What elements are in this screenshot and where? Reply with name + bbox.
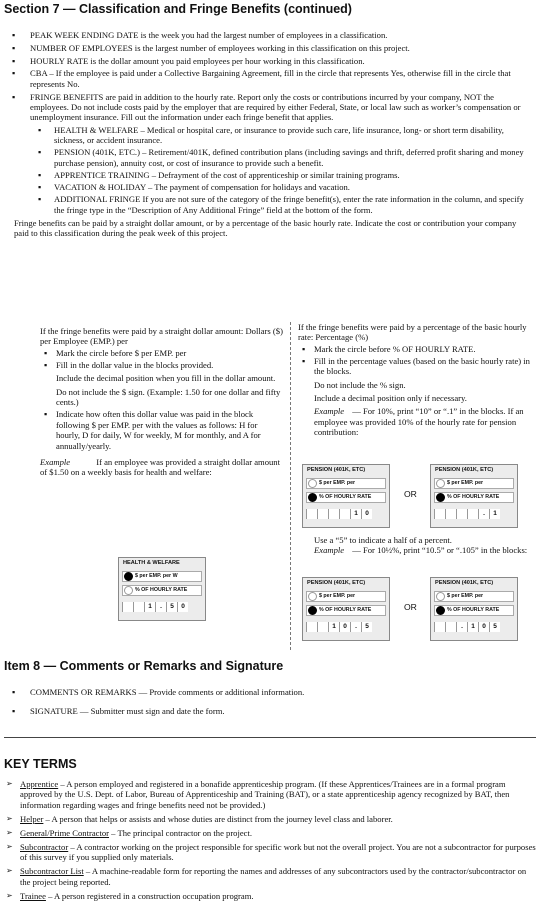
form-title: PENSION (401K, ETC) — [307, 467, 366, 473]
term: Apprentice — [20, 779, 59, 789]
percent-row — [122, 585, 202, 596]
half-note-text: Use a “5” to indicate a half of a percent. — [314, 535, 452, 545]
row-label: % OF HOURLY RATE — [319, 607, 372, 613]
or-label: OR — [404, 602, 417, 612]
pension-form-10 — [302, 464, 390, 528]
filled-circle-icon — [308, 493, 317, 502]
dollar-row — [306, 478, 386, 489]
section7-list — [4, 30, 532, 215]
left-column — [40, 326, 283, 478]
form-title: HEALTH & WELFARE — [123, 560, 180, 566]
example-label: Example — [314, 545, 345, 556]
term-definition: – A person that helps or assists and whose duties are distinct from the journey level class and laborer. — [43, 813, 393, 824]
cell — [456, 509, 467, 519]
list-item — [4, 891, 536, 901]
list-item: ▪ Mark the circle before $ per EMP. per — [40, 348, 283, 358]
right-fill-text: Fill in the percentage values (based on the basic hourly rate) in the blocks. — [314, 355, 530, 377]
form-title: PENSION (401K, ETC) — [307, 580, 366, 586]
cell: 0 — [478, 622, 489, 632]
list-item — [4, 828, 536, 838]
row-label: % OF HOURLY RATE — [447, 494, 500, 500]
cell: 1 — [328, 622, 339, 632]
left-note-1: Include the decimal position when you fill in the dollar amount. — [56, 373, 276, 384]
list-item: ▪ HEALTH & WELFARE – Medical or hospital care, or insurance to provide such care, life insurance, long- or short term disability, sickness, or accident insurance. — [30, 125, 532, 146]
list-item: ▪ SIGNATURE — Submitter must sign and date the form. — [4, 706, 532, 716]
dollar-row — [434, 591, 514, 602]
cell — [317, 509, 328, 519]
left-list — [40, 348, 283, 451]
right-note-2: Include a decimal position only if necessary. — [314, 392, 467, 403]
form-title: PENSION (401K, ETC) — [435, 467, 494, 473]
term: Subcontractor — [20, 841, 69, 852]
example-label: Example — [40, 456, 71, 467]
list-item: ▪ HOURLY RATE is the dollar amount you paid employees per hour working in this classification. — [4, 56, 532, 66]
list-item: ▪ PENSION (401K, ETC.) – Retirement/401K, defined contribution plans (including savings and thrift, deferred profit sharing and money purchase pension), annuity cost, or cost of insurance to provide such a benefit. — [30, 147, 532, 168]
pension-form-10-5 — [302, 577, 390, 641]
cell — [306, 622, 317, 632]
empty-circle-icon — [436, 479, 445, 488]
dollar-row — [306, 591, 386, 602]
row-label: $ per EMP. per — [447, 480, 484, 486]
section7-title: Section 7 — Classification and Fringe Benefits (continued) — [4, 2, 352, 16]
filled-circle-icon — [436, 493, 445, 502]
left-fill-text: Fill in the dollar value in the blocks provided. — [56, 359, 214, 370]
cell: 5 — [166, 602, 177, 612]
percent-row — [306, 492, 386, 503]
section7-body — [4, 30, 532, 238]
item8-list — [4, 687, 532, 717]
cell: 1 — [467, 622, 478, 632]
percent-row — [434, 605, 514, 616]
value-cells — [122, 602, 188, 612]
cell: 1 — [144, 602, 155, 612]
list-item: ▪ PEAK WEEK ENDING DATE is the week you had the largest number of employees in a classification. — [4, 30, 532, 40]
cell: . — [478, 509, 489, 519]
term: General/Prime Contractor — [20, 827, 110, 838]
row-label: $ per EMP. per — [447, 593, 484, 599]
empty-circle-icon — [124, 586, 133, 595]
value-cells — [434, 622, 500, 632]
list-item — [4, 92, 532, 216]
cell — [434, 622, 445, 632]
item8-title: Item 8 — Comments or Remarks and Signature — [4, 659, 284, 673]
key-terms-body — [4, 779, 536, 905]
column-divider — [290, 322, 291, 650]
cell: 1 — [489, 509, 500, 519]
list-item — [40, 360, 283, 408]
cell — [306, 509, 317, 519]
list-item: ▪ NUMBER OF EMPLOYEES is the largest number of employees working in this classification on this project. — [4, 43, 532, 53]
cell: 0 — [177, 602, 188, 612]
filled-circle-icon — [124, 572, 133, 581]
cell: 5 — [361, 622, 372, 632]
list-item: ▪ CBA – If the employee is paid under a Collective Bargaining Agreement, fill in the circle that represents Yes, otherwise fill in the circle that represents No. — [4, 68, 532, 89]
right-list — [298, 344, 536, 438]
list-item: ▪ Indicate how often this dollar value was paid in the block following $ per EMP. per with the values as follows: H for hourly, D for daily, W for weekly, M for monthly, and A for annually/yearly. — [40, 409, 283, 451]
right-note-1: Do not include the % sign. — [314, 379, 406, 390]
half-percent-note — [314, 535, 536, 556]
left-example — [40, 457, 283, 478]
right-intro: If the fringe benefits were paid by a percentage of the basic hourly rate: Percentage (%) — [298, 322, 527, 343]
list-item — [4, 866, 536, 887]
cell: . — [456, 622, 467, 632]
cell: 0 — [361, 509, 372, 519]
section-divider — [4, 737, 536, 738]
value-cells — [306, 509, 372, 519]
term-definition: – A contractor working on the project responsible for specific work but not the overall project. You are not a subcontractor for purposes of this survey if you supplied only materials. — [20, 841, 536, 863]
health-welfare-form — [118, 557, 206, 621]
cell — [328, 509, 339, 519]
cell — [133, 602, 144, 612]
fringe-benefits-text: FRINGE BENEFITS are paid in addition to the hourly rate. Report only the costs or contributions incurred by your company, NOT the employees. Do not include costs paid by the employer that are required by either Federal, State, or local law such as worker’s compensation or unemployment insurance. Fill out the information under each fringe benefit that applies. — [30, 91, 521, 123]
cell: . — [350, 622, 361, 632]
dollar-row — [122, 571, 202, 582]
term-definition: – A person employed and registered in a bonafide apprenticeship program. (If these Apprentices/Trainees are in a formal program approved by the U.S. Dept. of Labor, Bureau of Apprenticeship and Training (BAT), or a state apprenticeship agency recognized by BAT, then information regarding wages and fringe benefits need not be provided.) — [20, 779, 510, 810]
row-label: % OF HOURLY RATE — [319, 494, 372, 500]
list-item: ▪ Mark the circle before % OF HOURLY RATE. — [298, 344, 536, 354]
example-text: If an employee was provided a straight dollar amount of $1.50 on a weekly basis for health and welfare: — [40, 456, 280, 478]
cell — [434, 509, 445, 519]
percent-row — [434, 492, 514, 503]
list-item: ▪ VACATION & HOLIDAY – The payment of compensation for holidays and vacation. — [30, 182, 532, 192]
filled-circle-icon — [436, 606, 445, 615]
list-item — [4, 779, 536, 810]
term-definition: – A machine-readable form for reporting the names and addresses of any subcontractors used by the contractor/subcontractor on the project being reported. — [20, 866, 527, 887]
cell: . — [155, 602, 166, 612]
cell — [339, 509, 350, 519]
value-cells — [434, 509, 500, 519]
list-item — [4, 814, 536, 824]
empty-circle-icon — [308, 479, 317, 488]
list-item: ▪ APPRENTICE TRAINING – Defrayment of the cost of apprenticeship or similar training programs. — [30, 170, 532, 180]
list-item: ▪ ADDITIONAL FRINGE If you are not sure of the category of the fringe benefit(s), enter the rate information in the column, and specify the fringe type in the “Description of Any Additional Fringe” field at the bottom of the form. — [30, 194, 532, 215]
term-definition: – A person registered in a construction occupation program. — [45, 890, 254, 901]
value-cells — [306, 622, 372, 632]
filled-circle-icon — [308, 606, 317, 615]
list-item — [298, 356, 536, 438]
form-title: PENSION (401K, ETC) — [435, 580, 494, 586]
cell — [317, 622, 328, 632]
term: Helper — [20, 813, 44, 824]
cell — [445, 622, 456, 632]
empty-circle-icon — [308, 592, 317, 601]
percent-row — [306, 605, 386, 616]
paid-note: Fringe benefits can be paid by a straight dollar amount, or by a percentage of the basic hourly rate. Indicate the cost or contribution your company paid to this classification during the peak week of this project. — [14, 217, 517, 239]
right-example-1 — [314, 406, 536, 437]
example-text: — For 10%, print “10” or “.1” in the blocks. If an employee was provided 10% of the hourly rate for pension contribution: — [314, 406, 524, 438]
fringe-type-list — [30, 125, 532, 215]
cell: 1 — [350, 509, 361, 519]
example-text: — For 10½%, print “10.5” or “.105” in the blocks: — [352, 545, 528, 556]
or-label: OR — [404, 489, 417, 499]
row-label: % OF HOURLY RATE — [447, 607, 500, 613]
dollar-row — [434, 478, 514, 489]
row-label: % OF HOURLY RATE — [135, 587, 188, 593]
row-label: $ per EMP. per W — [135, 573, 178, 579]
list-item — [4, 842, 536, 863]
cell: 0 — [339, 622, 350, 632]
empty-circle-icon — [436, 592, 445, 601]
right-column — [298, 322, 536, 439]
cell — [122, 602, 133, 612]
term: Subcontractor List — [20, 866, 84, 877]
pension-form-point1 — [430, 464, 518, 528]
pension-form-105 — [430, 577, 518, 641]
cell — [445, 509, 456, 519]
term: Trainee — [20, 890, 46, 901]
row-label: $ per EMP. per — [319, 593, 356, 599]
key-terms-list — [4, 779, 536, 901]
cell: 5 — [489, 622, 500, 632]
cell — [467, 509, 478, 519]
term-definition: – The principal contractor on the project. — [109, 827, 253, 838]
item8-body — [4, 687, 532, 719]
list-item: ▪ COMMENTS OR REMARKS — Provide comments or additional information. — [4, 687, 532, 697]
key-terms-title: KEY TERMS — [4, 757, 77, 771]
left-note-2: Do not include the $ sign. (Example: 1.50 for one dollar and fifty cents.) — [56, 386, 281, 407]
example-label: Example — [314, 406, 345, 417]
right-example-2 — [314, 545, 536, 555]
row-label: $ per EMP. per — [319, 480, 356, 486]
left-intro: If the fringe benefits were paid by a straight dollar amount: Dollars ($) per Employee (EMP.) per — [40, 326, 283, 347]
